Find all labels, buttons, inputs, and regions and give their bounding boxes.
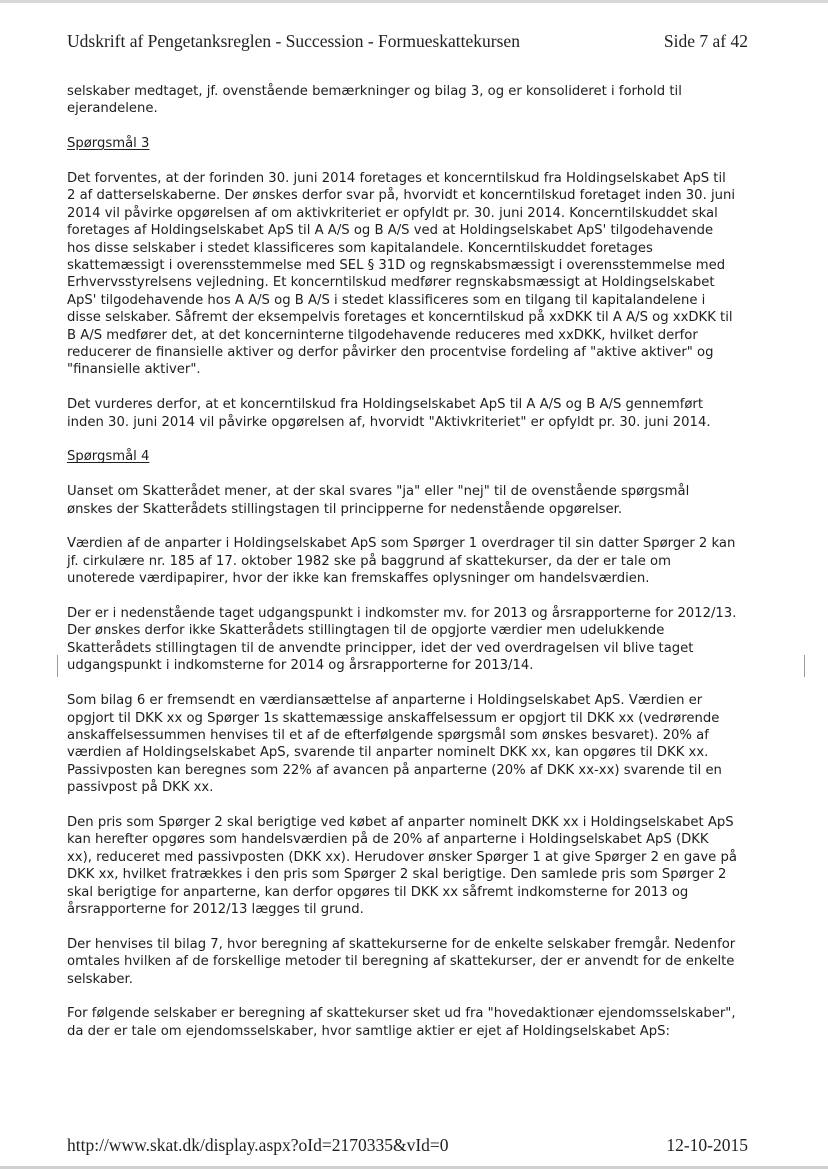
q3-paragraph-2: Det vurderes derfor, at et koncerntilskud fra Holdingselskabet ApS til A A/S og B A/S gennemført inden 30. juni 2014 vil påvirke opgørelsen af, hvorvidt "Aktivkriteriet" er opfyldt pr. 30. juni 2014. [67, 397, 711, 430]
footer-url: http://www.skat.dk/display.aspx?oId=2170335&vId=0 [67, 1135, 449, 1155]
header-title: Udskrift af Pengetanksreglen - Succession - Formueskattekursen [67, 31, 520, 51]
intro-paragraph: selskaber medtaget, jf. ovenstående bemærkninger og bilag 3, og er konsolideret i forhold til ejerandelene. [67, 84, 682, 117]
header-page-number: Side 7 af 42 [663, 31, 748, 51]
q4-paragraph-4: Som bilag 6 er fremsendt en værdiansættelse af anparterne i Holdingselskabet ApS. Værdien er opgjort til DKK xx og Spørger 1s skattemæssige anskaffelsessum er opgjort til DKK xx (vedrørende anskaffelsessummen henvises til et af de efterfølgende spørgsmål som ønskes besvaret). 20% af værdien af Holdingselskabet ApS, svarende til anparter nominelt DKK xx, kan opgøres til DKK xx. Passivposten kan beregnes som 22% af avancen på anparterne (20% af DKK xx-xx) svarende til en passivpost på DKK xx. [67, 693, 722, 796]
heading-question-3: Spørgsmål 3 [67, 136, 150, 152]
q4-paragraph-3: Der er i nedenstående taget udgangspunkt i indkomster mv. for 2013 og årsrapporterne for 2012/13. Der ønskes derfor ikke Skatterådets stillingtagen til de opgjorte værdier men udelukkende Skatterådets stillingtagen til de anvendte principper, idet der ved overdragelsen vil blive taget udgangspunkt i indkomsterne for 2014 og årsrapporterne for 2013/14. [67, 606, 737, 674]
document-body [67, 83, 737, 1058]
q4-paragraph-2: Værdien af de anparter i Holdingselskabet ApS som Spørger 1 overdrager til sin datter Spørger 2 kan jf. cirkulære nr. 185 af 17. oktober 1982 ske på baggrund af skattekurser, da der er tale om unoterede værdipapirer, hvor der ikke kan fremskaffes oplysninger om handelsværdien. [67, 536, 736, 587]
q3-paragraph-1: Det forventes, at der forinden 30. juni 2014 foretages et koncerntilskud fra Holdingselskabet ApS til 2 af datterselskaberne. Der ønskes derfor svar på, hvorvidt et koncerntilskud foretaget inden 30. juni 2014 vil påvirke opgørelsen af om aktivkriteriet er opfyldt pr. 30. juni 2014. Koncerntilskuddet skal foretages af Holdingselskabet ApS til A A/S og B A/S ved at Holdingselskabet ApS' tilgodehavende hos disse selskaber i stedet klassificeres som kapitalandele. Koncerntilskuddet foretages skattemæssigt i overensstemmelse med SEL § 31D og regnskabsmæssigt i overensstemmelse med Erhvervsstyrelsens vejledning. Et koncerntilskud medfører regnskabsmæssigt at Holdingselskabet ApS' tilgodehavende hos A A/S og B A/S i stedet klassificeres som en tilgang til kapitalandelene i disse selskaber. Såfremt der eksempelvis foretages et koncerntilskud på xxDKK til A A/S og xxDKK til B A/S medfører det, at det koncerninterne tilgodehavende reduceres med xxDKK, hvilket derfor reducerer de finansielle aktiver og derfor påvirker den procentvise fordeling af "aktive aktiver" og "finansielle aktiver". [67, 171, 735, 378]
heading-question-4: Spørgsmål 4 [67, 449, 150, 465]
q4-paragraph-1: Uanset om Skatterådet mener, at der skal svares "ja" eller "nej" til de ovenstående spørgsmål ønskes der Skatterådets stillingstagen til principperne for nedenstående opgørelser. [67, 484, 690, 517]
q4-paragraph-7: For følgende selskaber er beregning af skattekurser sket ud fra "hovedaktionær ejendomsselskaber", da der er tale om ejendomsselskaber, hvor samtlige aktier er ejet af Holdingselskabet ApS: [67, 1006, 736, 1039]
scan-mark-right [804, 655, 805, 677]
q4-paragraph-6: Der henvises til bilag 7, hvor beregning af skattekurserne for de enkelte selskaber fremgår. Nedenfor omtales hvilken af de forskellige metoder til beregning af skattekurser, der er anvendt for de enkelte selskaber. [67, 936, 736, 987]
footer-date: 12-10-2015 [666, 1135, 748, 1155]
scan-edge-top [0, 0, 828, 3]
q4-paragraph-5: Den pris som Spørger 2 skal berigtige ved købet af anparter nominelt DKK xx i Holdingselskabet ApS kan herefter opgøres som handelsværdien på de 20% af anparterne i Holdingselskabet ApS (DKK xx), reduceret med passivposten (DKK xx). Herudover ønsker Spørger 1 at give Spørger 2 en gave på DKK xx, hvilket fratrækkes i den pris som Spørger 2 skal berigtige. Den samlede pris som Spørger 2 skal berigtige for anparterne, kan derfor opgøres til DKK xx såfremt indkomsterne for 2013 og årsrapporterne for 2012/13 lægges til grund. [67, 814, 737, 917]
scan-mark-left [57, 655, 58, 677]
